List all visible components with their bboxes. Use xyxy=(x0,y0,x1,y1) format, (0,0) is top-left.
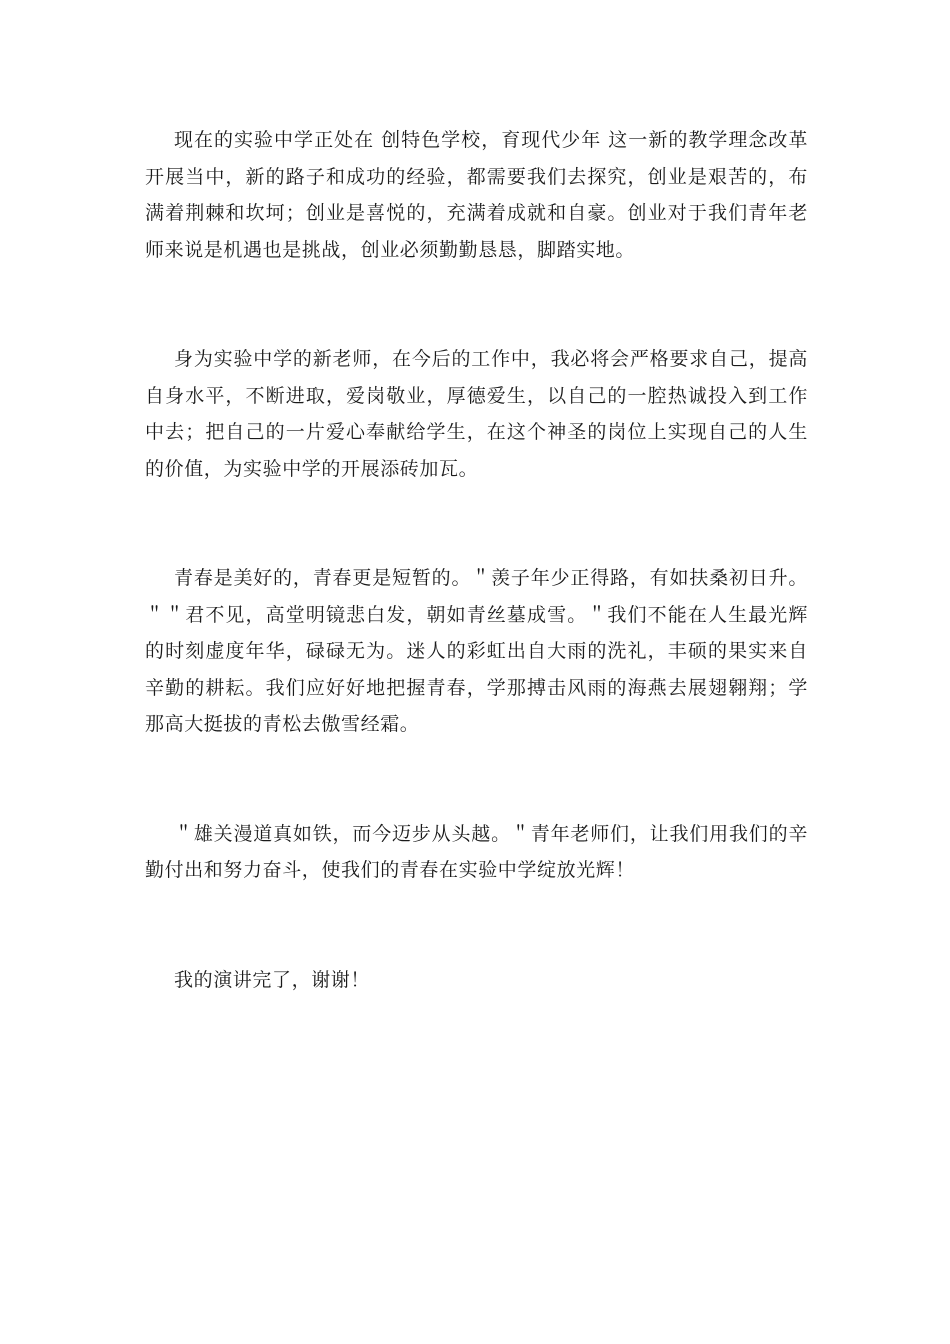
paragraph-4: ＂雄关漫道真如铁，而今迈步从头越。＂青年老师们，让我们用我们的辛勤付出和努力奋斗，使我们的青春在实验中学绽放光辉！ xyxy=(145,822,808,881)
paragraph-2: 身为实验中学的新老师，在今后的工作中，我必将会严格要求自己，提高自身水平，不断进取，爱岗敬业，厚德爱生，以自己的一腔热诚投入到工作中去；把自己的一片爱心奉献给学生，在这个神圣的岗位上实现自己的人生的价值，为实验中学的开展添砖加瓦。 xyxy=(145,348,808,480)
paragraph-1: 现在的实验中学正处在 创特色学校，育现代少年 这一新的教学理念改革开展当中，新的路子和成功的经验，都需要我们去探究，创业是艰苦的，布满着荆棘和坎坷；创业是喜悦的，充满着成就和自豪。创业对于我们青年老师来说是机遇也是挑战，创业必须勤勤恳恳，脚踏实地。 xyxy=(145,129,808,261)
document-body xyxy=(145,122,808,998)
paragraph-3: 青春是美好的，青春更是短暂的。＂羡子年少正得路，有如扶桑初日升。＂＂君不见，高堂明镜悲白发，朝如青丝墓成雪。＂我们不能在人生最光辉的时刻虚度年华，碌碌无为。迷人的彩虹出自大雨的洗礼，丰硕的果实来自辛勤的耕耘。我们应好好地把握青春，学那搏击风雨的海燕去展翅翱翔；学那高大挺拔的青松去傲雪经霜。 xyxy=(145,567,808,735)
paragraph-5: 我的演讲完了，谢谢！ xyxy=(174,968,371,991)
